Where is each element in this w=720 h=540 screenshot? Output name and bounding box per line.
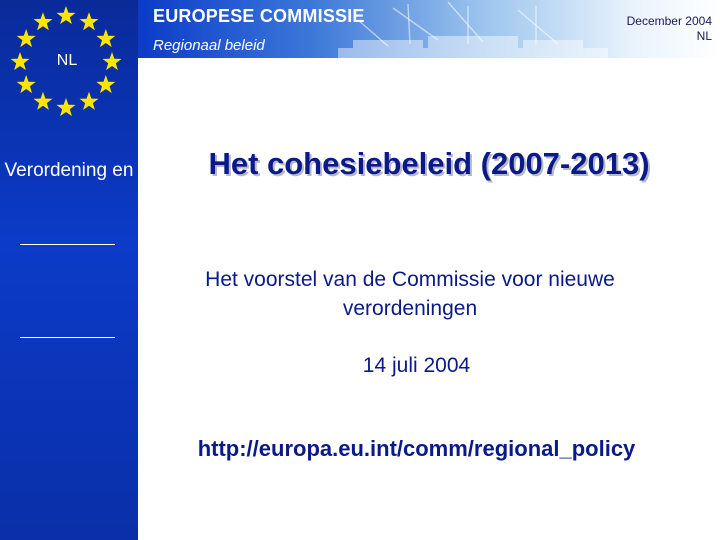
sidebar-divider-bottom xyxy=(20,337,115,338)
star-icon xyxy=(17,29,36,47)
star-icon xyxy=(96,75,115,93)
star-icon xyxy=(34,12,53,30)
sidebar-section-title: Verordening en xyxy=(4,160,134,181)
policy-url: http://europa.eu.int/comm/regional_policy xyxy=(197,436,636,461)
header-date-lang: NL xyxy=(696,29,712,43)
star-icon xyxy=(57,6,76,24)
sidebar-divider-top xyxy=(20,244,115,245)
slide-title: Het cohesiebeleid (2007-2013) xyxy=(208,146,650,181)
star-icon xyxy=(80,12,99,30)
language-label: NL xyxy=(56,52,78,69)
star-icon xyxy=(11,52,30,70)
header-date-month: December 2004 xyxy=(626,14,712,28)
slide-subtitle: Het voorstel van de Commissie voor nieuwe verordeningen xyxy=(205,268,615,320)
star-icon xyxy=(80,92,99,110)
department-name: Regionaal beleid xyxy=(153,37,265,54)
slide-date: 14 juli 2004 xyxy=(362,354,471,377)
star-icon xyxy=(96,29,115,47)
star-icon xyxy=(103,52,122,70)
header-date xyxy=(627,14,712,44)
star-icon xyxy=(57,98,76,116)
star-icon xyxy=(34,92,53,110)
star-icon xyxy=(17,75,36,93)
sidebar xyxy=(0,0,138,540)
organization-name: EUROPESE COMMISSIE xyxy=(153,6,365,26)
